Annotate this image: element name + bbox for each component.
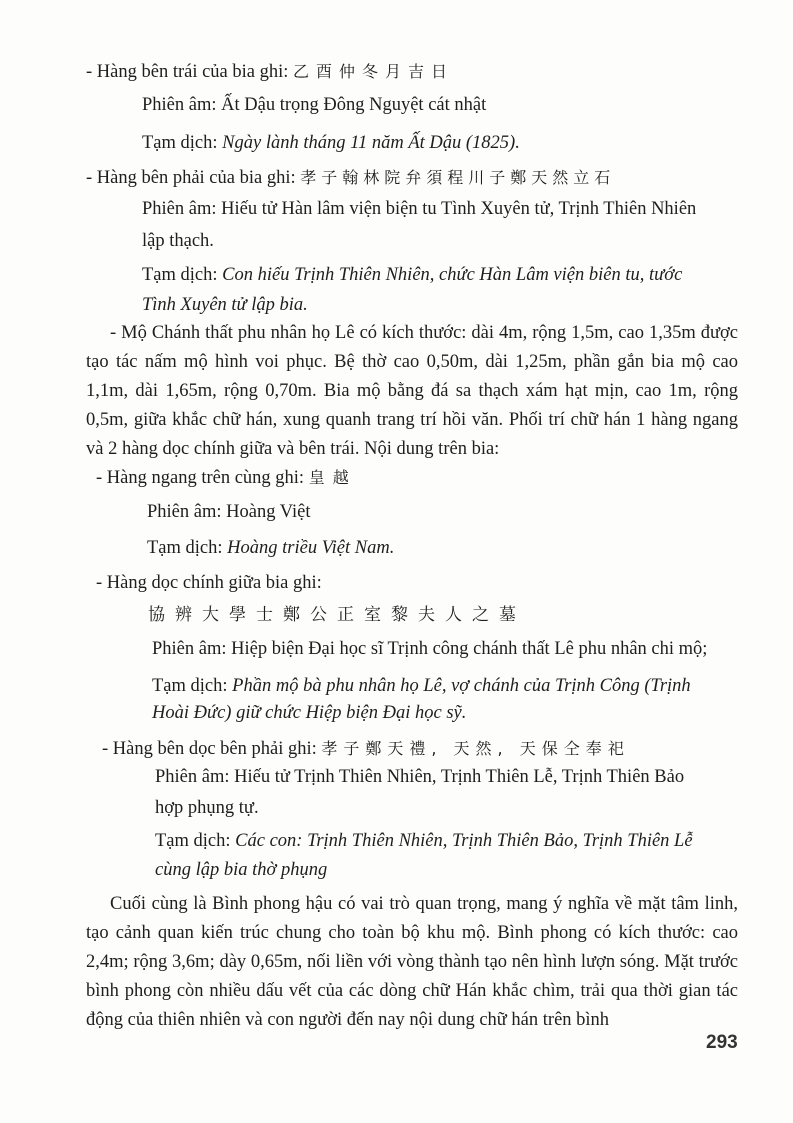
phien-am-line: Phiên âm: Ất Dậu trọng Đông Nguyệt cát nhật xyxy=(142,95,487,115)
han-inscription: 協辨大學士鄭公正室黎夫人之墓 xyxy=(148,605,526,625)
entry-label: - Hàng bên phải của bia ghi: xyxy=(86,168,296,188)
page-number: 293 xyxy=(706,1032,738,1053)
tam-dich-label: Tạm dịch: xyxy=(147,538,223,558)
tomb-description-paragraph: - Mộ Chánh thất phu nhân họ Lê có kích thước: dài 4m, rộng 1,5m, cao 1,35m được tạo tác nấm mộ hình voi phục. Bệ thờ cao 0,50m, dài 1,25m, phần gắn bia mộ cao 1,1m, dài 1,65m, rộng 0,70m. Bia mộ bằng đá sa thạch xám hạt mịn, cao 1m, rộng 0,5m, giữa khắc chữ hán, xung quanh trang trí hồi văn. Phối trí chữ hán 1 hàng ngang và 2 hàng dọc chính giữa và bên trái. Nội dung trên bia: xyxy=(86,323,738,459)
tam-dich-text: Ngày lành tháng 11 năm Ất Dậu (1825). xyxy=(222,133,520,153)
phien-am-line-cont: lập thạch. xyxy=(142,231,214,251)
phien-am-line: Phiên âm: Hiệp biện Đại học sĩ Trịnh công chánh thất Lê phu nhân chi mộ; xyxy=(152,639,708,659)
binh-phong-paragraph: Cuối cùng là Bình phong hậu có vai trò quan trọng, mang ý nghĩa về mặt tâm linh, tạo cảnh quan kiến trúc chung cho toàn bộ khu mộ. Bình phong có kích thước: cao 2,4m; rộng 3,6m; dày 0,65m, nối liền với vòng thành tạo nên hình lượn sóng. Mặt trước bình phong còn nhiều dấu vết của các dòng chữ Hán khắc chìm, trải qua thời gian tác động của thiên nhiên và con người đến nay nội dung chữ hán trên bình xyxy=(86,894,738,1030)
tam-dich-text: Các con: Trịnh Thiên Nhiên, Trịnh Thiên Bảo, Trịnh Thiên Lễ xyxy=(235,831,693,851)
tam-dich-text: Hoài Đức) giữ chức Hiệp biện Đại học sỹ. xyxy=(152,703,467,723)
tam-dich-label: Tạm dịch: xyxy=(155,831,231,851)
entry-label: - Hàng ngang trên cùng ghi: xyxy=(96,468,305,488)
tam-dich-line xyxy=(142,263,682,287)
han-inscription: 乙酉仲冬月吉日 xyxy=(293,62,455,81)
phien-am-line-cont: hợp phụng tự. xyxy=(155,798,259,818)
tam-dich-line-cont xyxy=(152,701,466,725)
tam-dich-text: Tình Xuyên tử lập bia. xyxy=(142,295,308,315)
right-column-entry xyxy=(86,166,615,190)
han-inscription: 孝子翰林院弁須程川子鄭天然立石 xyxy=(300,168,616,187)
tam-dich-line xyxy=(155,829,693,853)
tam-dich-line xyxy=(147,536,394,560)
entry-label: - Hàng bên dọc bên phải ghi: xyxy=(102,739,317,759)
entry-label: - Hàng bên trái của bia ghi: xyxy=(86,62,289,82)
tam-dich-text: Phần mộ bà phu nhân họ Lê, vợ chánh của Trịnh Công (Trịnh xyxy=(232,676,691,696)
tam-dich-text: Con hiếu Trịnh Thiên Nhiên, chức Hàn Lâm viện biên tu, tước xyxy=(222,265,683,285)
han-inscription: 皇越 xyxy=(308,468,357,487)
phien-am-line: Phiên âm: Hiếu tử Hàn lâm viện biện tu Tình Xuyên tử, Trịnh Thiên Nhiên xyxy=(142,199,697,219)
tam-dich-label: Tạm dịch: xyxy=(142,133,218,153)
tam-dich-label: Tạm dịch: xyxy=(142,265,218,285)
tam-dich-line-cont xyxy=(155,858,327,882)
right-vertical-entry xyxy=(102,737,630,761)
tam-dich-line xyxy=(142,131,520,155)
tam-dich-line xyxy=(152,674,691,698)
horizontal-row-entry xyxy=(96,466,357,490)
han-inscription: 孝子鄭天禮, 天然, 天保仝奉祀 xyxy=(321,739,630,758)
tam-dich-text: Hoàng triều Việt Nam. xyxy=(227,538,395,558)
left-column-entry xyxy=(86,60,454,84)
center-column-entry: - Hàng dọc chính giữa bia ghi: xyxy=(96,573,322,593)
tam-dich-text: cùng lập bia thờ phụng xyxy=(155,860,328,880)
phien-am-line: Phiên âm: Hoàng Việt xyxy=(147,502,311,522)
phien-am-line: Phiên âm: Hiếu tử Trịnh Thiên Nhiên, Trịnh Thiên Lễ, Trịnh Thiên Bảo xyxy=(155,767,685,787)
tam-dich-label: Tạm dịch: xyxy=(152,676,228,696)
tam-dich-line-cont xyxy=(142,293,308,317)
